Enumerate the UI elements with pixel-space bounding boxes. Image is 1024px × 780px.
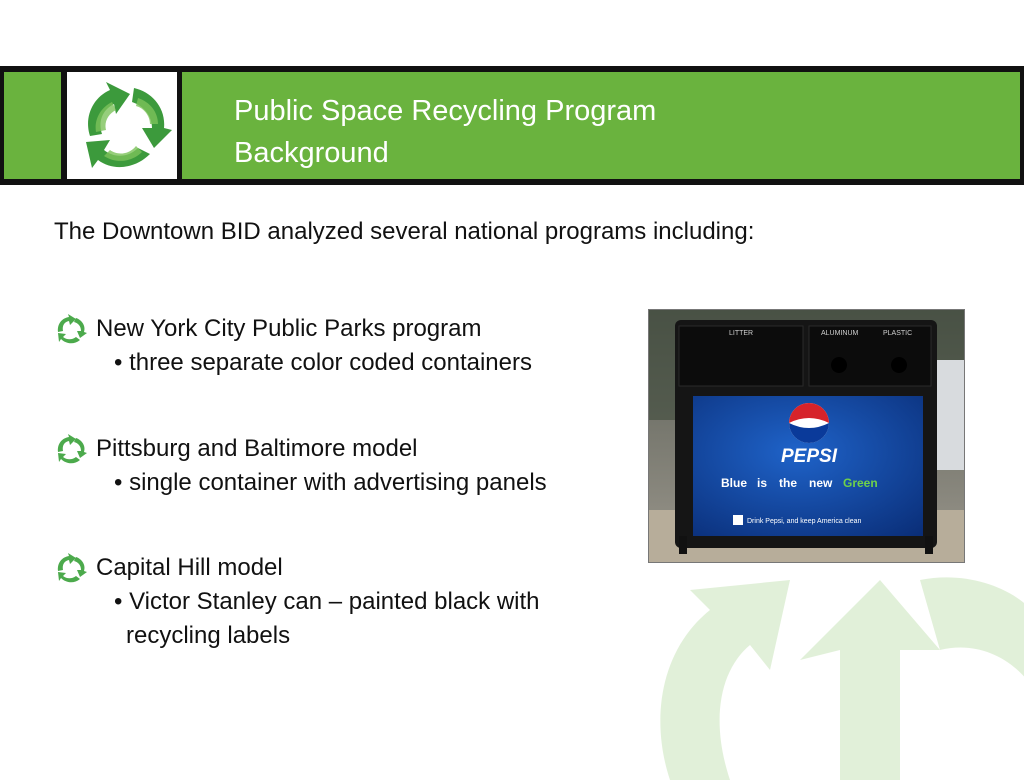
title-line-1: Public Space Recycling Program	[234, 95, 657, 127]
bullet-sub-text: • Victor Stanley can – painted black with	[114, 588, 540, 615]
ad-slogan-the: the	[779, 476, 797, 490]
title-line-2: Background	[234, 137, 389, 169]
bullet-sub-text: • three separate color coded containers	[114, 349, 532, 376]
slide-header	[0, 66, 1024, 185]
bullet-pittsburg	[54, 432, 547, 500]
bin-illustration	[649, 310, 965, 563]
slide-title	[234, 90, 656, 174]
recycle-bullet-icon	[54, 312, 88, 346]
header-title-band	[182, 72, 1020, 179]
ad-brand: PEPSI	[781, 446, 837, 467]
recycle-logo-icon	[72, 78, 172, 174]
ad-slogan-blue: Blue	[721, 476, 748, 490]
recycling-bin-photo	[648, 309, 965, 563]
bullet-sub-text-continued: recycling labels	[126, 622, 291, 649]
ad-slogan-green: Green	[843, 476, 878, 490]
recycle-bullet-icon	[54, 432, 88, 466]
bullet-capital-hill	[54, 551, 540, 653]
ad-slogan-is: is	[757, 476, 768, 490]
bin-label-litter: LITTER	[729, 330, 754, 337]
recycle-bullet-icon	[54, 551, 88, 585]
logo-box	[67, 72, 177, 179]
bin-label-plastic: PLASTIC	[883, 330, 913, 337]
bin-label-aluminum: ALUMINUM	[821, 330, 859, 337]
intro-text: The Downtown BID analyzed several national programs including:	[54, 218, 755, 245]
bullet-main-text: Pittsburg and Baltimore model	[96, 435, 418, 462]
bullet-main-text: New York City Public Parks program	[96, 315, 482, 342]
bullet-sub-text: • single container with advertising panels	[114, 469, 547, 496]
ad-slogan-new: new	[809, 476, 833, 490]
ad-footer: Drink Pepsi, and keep America clean	[747, 518, 862, 525]
bullet-nyc	[54, 312, 532, 380]
bullet-main-text: Capital Hill model	[96, 554, 283, 581]
recycle-watermark-icon	[640, 540, 1024, 780]
header-accent-strip	[4, 72, 61, 179]
